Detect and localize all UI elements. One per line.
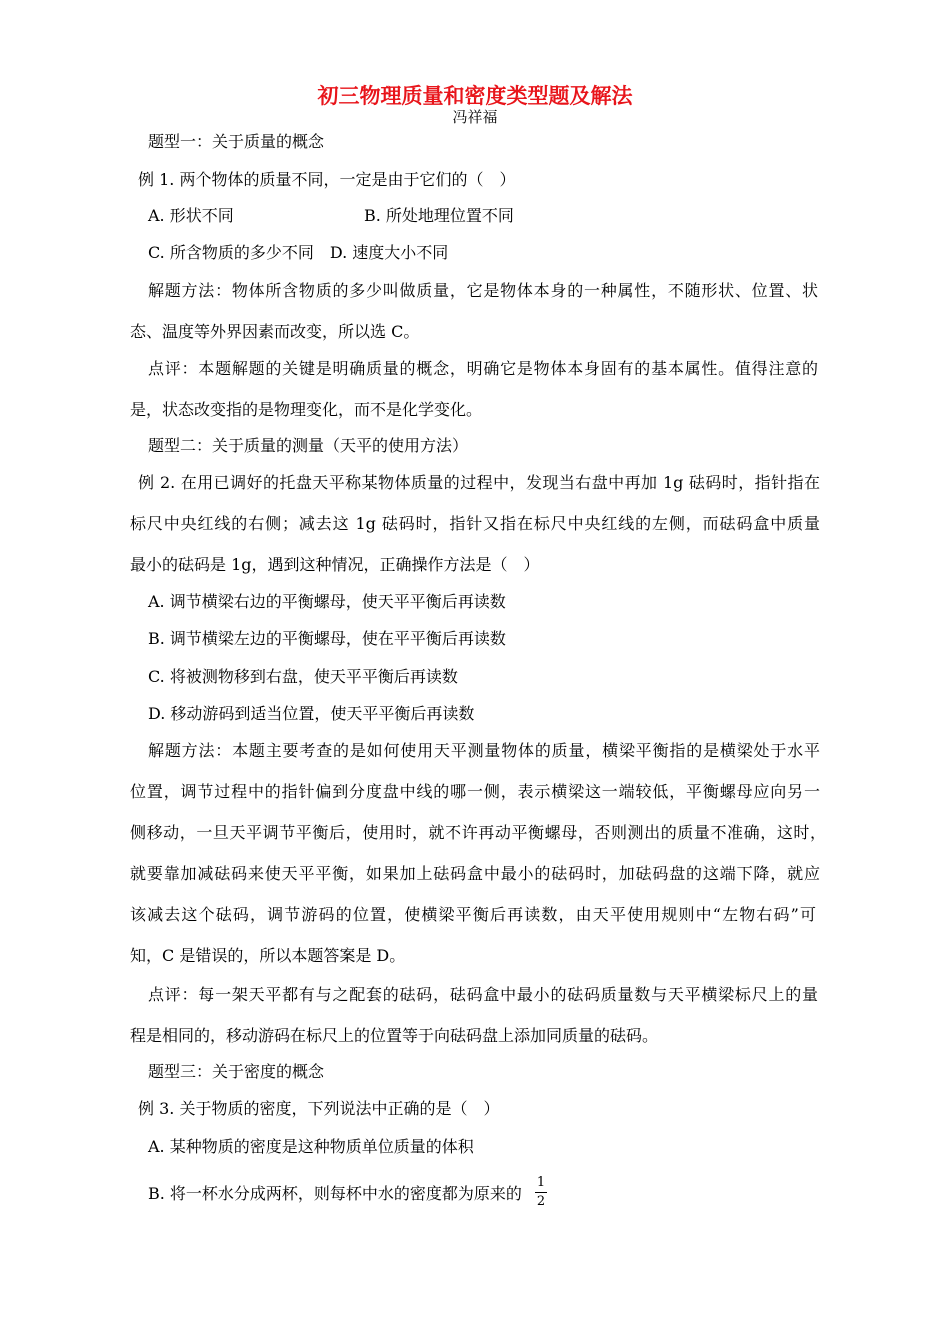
example-1-question: 例 1. 两个物体的质量不同，一定是由于它们的（ ） <box>138 170 516 189</box>
example-1-option-cd: C. 所含物质的多少不同 D. 速度大小不同 <box>148 243 449 262</box>
example-2-method-line-4: 就要靠加减砝码来使天平平衡，如果加上砝码盒中最小的砝码时，加砝码盘的这端下降，就应 <box>130 864 820 883</box>
example-1-method-line-2: 态、温度等外界因素而改变，所以选 C。 <box>130 322 420 341</box>
fraction-one-half <box>535 1176 547 1209</box>
document-title: 初三物理质量和密度类型题及解法 <box>317 84 633 108</box>
example-3-question: 例 3. 关于物质的密度，下列说法中正确的是（ ） <box>138 1099 500 1118</box>
example-3-option-b: B. 将一杯水分成两杯，则每杯中水的密度都为原来的 <box>148 1184 522 1203</box>
fraction-denominator: 2 <box>536 1194 546 1209</box>
section-2-heading: 题型二：关于质量的测量（天平的使用方法） <box>148 436 469 455</box>
example-2-option-c: C. 将被测物移到右盘，使天平平衡后再读数 <box>148 667 458 686</box>
example-2-option-a: A. 调节横梁右边的平衡螺母，使天平平衡后再读数 <box>148 592 506 611</box>
example-2-method-line-6: 知，C 是错误的，所以本题答案是 D。 <box>130 946 406 965</box>
section-1-heading: 题型一：关于质量的概念 <box>148 132 325 151</box>
example-1-option-a: A. 形状不同 <box>148 206 234 225</box>
example-3-option-a: A. 某种物质的密度是这种物质单位质量的体积 <box>148 1137 474 1156</box>
example-2-method-line-1: 解题方法：本题主要考查的是如何使用天平测量物体的质量，横梁平衡指的是横梁处于水平 <box>148 741 820 760</box>
example-2-method-line-3: 侧移动，一旦天平调节平衡后，使用时，就不许再动平衡螺母，否则测出的质量不准确，这时， <box>130 823 826 842</box>
section-3-heading: 题型三：关于密度的概念 <box>148 1062 325 1081</box>
example-1-comment-line-2: 是，状态改变指的是物理变化，而不是化学变化。 <box>130 400 483 419</box>
author-name: 冯祥福 <box>452 108 498 126</box>
example-2-method-line-5: 该减去这个砝码，调节游码的位置，使横梁平衡后再读数，由天平使用规则中“左物右码”可 <box>130 905 816 924</box>
example-1-method-line-1: 解题方法：物体所含物质的多少叫做质量，它是物体本身的一种属性，不随形状、位置、状 <box>148 281 818 300</box>
example-2-method-line-2: 位置，调节过程中的指针偏到分度盘中线的哪一侧，表示横梁这一端较低，平衡螺母应向另一 <box>130 782 820 801</box>
fraction-bar <box>535 1192 547 1193</box>
example-2-question-line-1: 例 2. 在用已调好的托盘天平称某物体质量的过程中，发现当右盘中再加 1g 砝码时，指针指在 <box>138 473 820 492</box>
example-2-comment-line-2: 程是相同的，移动游码在标尺上的位置等于向砝码盘上添加同质量的砝码。 <box>130 1026 659 1045</box>
fraction-numerator: 1 <box>536 1175 546 1190</box>
example-1-comment-line-1: 点评：本题解题的关键是明确质量的概念，明确它是物体本身固有的基本属性。值得注意的 <box>148 359 818 378</box>
example-2-comment-line-1: 点评：每一架天平都有与之配套的砝码，砝码盒中最小的砝码质量数与天平横梁标尺上的量 <box>148 985 818 1004</box>
example-2-question-line-3: 最小的砝码是 1g，遇到这种情况，正确操作方法是（ ） <box>130 555 540 574</box>
example-2-question-line-2: 标尺中央红线的右侧；减去这 1g 砝码时，指针又指在标尺中央红线的左侧，而砝码盒中质量 <box>130 514 820 533</box>
example-1-option-b: B. 所处地理位置不同 <box>364 206 514 225</box>
example-2-option-b: B. 调节横梁左边的平衡螺母，使在平平衡后再读数 <box>148 629 506 648</box>
example-2-option-d: D. 移动游码到适当位置，使天平平衡后再读数 <box>148 704 475 723</box>
